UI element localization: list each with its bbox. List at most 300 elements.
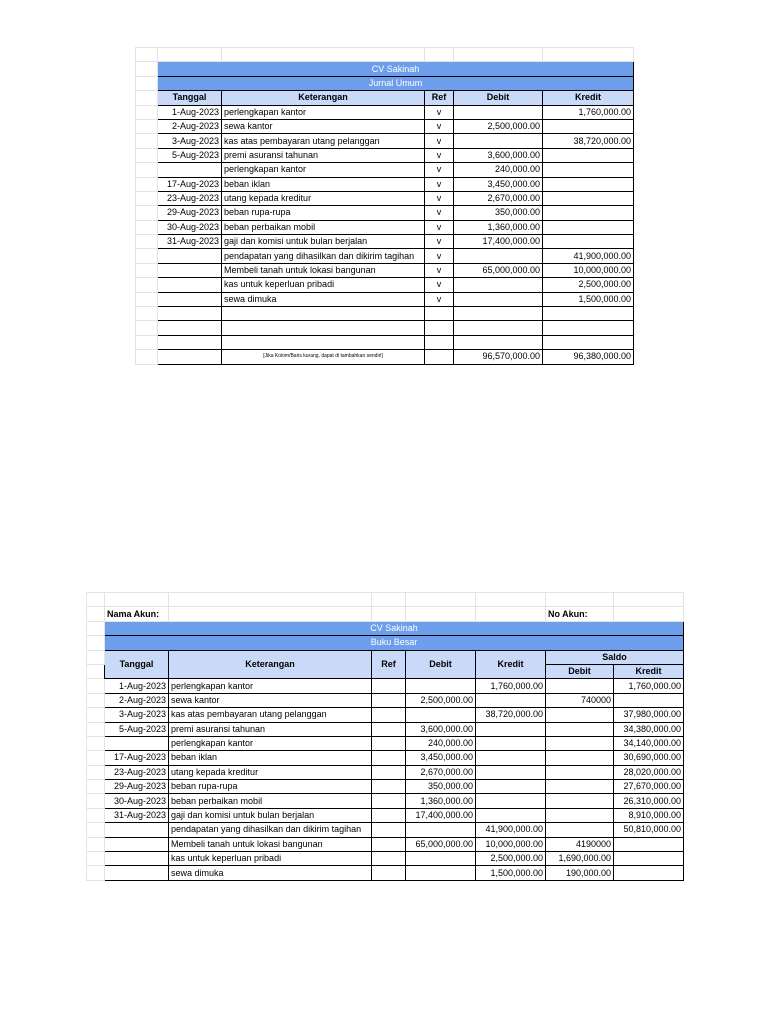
cell-ref[interactable]: v <box>425 148 454 162</box>
nama-akun-label[interactable]: Nama Akun: <box>105 607 169 621</box>
cell-ref[interactable]: v <box>425 163 454 177</box>
cell-ref[interactable]: v <box>425 119 454 133</box>
cell-tanggal[interactable] <box>158 263 222 277</box>
cell-saldo-debit[interactable] <box>546 722 614 736</box>
cell-saldo-debit[interactable]: 1,690,000.00 <box>546 852 614 866</box>
empty-cell[interactable] <box>87 808 105 822</box>
empty-cell[interactable] <box>454 321 543 335</box>
table-row <box>136 335 634 349</box>
empty-cell[interactable] <box>87 794 105 808</box>
cell-kredit[interactable] <box>543 148 634 162</box>
jurnal-umum-table <box>135 47 634 365</box>
cell-keterangan[interactable]: utang kepada kreditur <box>222 191 425 205</box>
cell-saldo-debit[interactable] <box>546 736 614 750</box>
cell-keterangan[interactable]: sewa kantor <box>169 693 372 707</box>
table-row <box>136 134 634 148</box>
cell-ref[interactable]: v <box>425 278 454 292</box>
cell-debit[interactable]: 17,400,000.00 <box>406 808 476 822</box>
cell-saldo-kredit[interactable]: 8,910,000.00 <box>614 808 684 822</box>
cell-saldo-kredit[interactable]: 27,670,000.00 <box>614 780 684 794</box>
header-keterangan[interactable]: Keterangan <box>169 650 372 679</box>
cell-kredit[interactable]: 2,500,000.00 <box>543 278 634 292</box>
no-akun-value[interactable] <box>614 607 684 621</box>
cell-tanggal[interactable]: 3-Aug-2023 <box>105 708 169 722</box>
cell-ref[interactable]: v <box>425 235 454 249</box>
cell-saldo-kredit[interactable] <box>614 852 684 866</box>
empty-cell[interactable] <box>425 335 454 349</box>
empty-cell[interactable] <box>169 593 372 607</box>
table-row <box>136 105 634 119</box>
cell-debit[interactable] <box>454 278 543 292</box>
table-row <box>136 191 634 205</box>
cell-ref[interactable] <box>372 693 406 707</box>
cell-saldo-kredit[interactable]: 34,380,000.00 <box>614 722 684 736</box>
cell-debit[interactable]: 1,360,000.00 <box>454 220 543 234</box>
empty-cell[interactable] <box>158 335 222 349</box>
table-row <box>87 751 684 765</box>
empty-cell[interactable] <box>136 105 158 119</box>
cell-kredit[interactable]: 1,760,000.00 <box>543 105 634 119</box>
cell-tanggal[interactable] <box>158 249 222 263</box>
empty-cell[interactable] <box>136 91 158 105</box>
empty-cell[interactable] <box>546 593 614 607</box>
cell-kredit[interactable] <box>543 177 634 191</box>
cell-keterangan[interactable]: Membeli tanah untuk lokasi bangunan <box>222 263 425 277</box>
cell-debit[interactable]: 350,000.00 <box>406 780 476 794</box>
empty-cell[interactable] <box>87 852 105 866</box>
cell-ref[interactable] <box>372 808 406 822</box>
empty-cell[interactable] <box>158 307 222 321</box>
cell-ref[interactable] <box>372 823 406 837</box>
cell-ref[interactable]: v <box>425 177 454 191</box>
cell-tanggal[interactable]: 2-Aug-2023 <box>105 693 169 707</box>
cell-debit[interactable]: 240,000.00 <box>454 163 543 177</box>
cell-kredit[interactable]: 1,760,000.00 <box>476 679 546 693</box>
table-row <box>87 837 684 851</box>
cell-debit[interactable] <box>406 708 476 722</box>
empty-cell[interactable] <box>222 307 425 321</box>
cell-kredit[interactable] <box>476 765 546 779</box>
empty-cell[interactable] <box>425 350 454 364</box>
table-row <box>136 163 634 177</box>
empty-cell[interactable] <box>136 191 158 205</box>
empty-cell[interactable] <box>136 292 158 306</box>
note-text[interactable]: [Jika Kolom/Baris kurang, dapat di tambahkan sendiri] <box>222 350 425 364</box>
empty-cell[interactable] <box>87 650 105 664</box>
empty-cell[interactable] <box>87 837 105 851</box>
empty-cell[interactable] <box>136 163 158 177</box>
cell-tanggal[interactable] <box>158 278 222 292</box>
empty-cell[interactable] <box>372 593 406 607</box>
cell-tanggal[interactable]: 3-Aug-2023 <box>158 134 222 148</box>
company-title[interactable]: CV Sakinah <box>105 621 684 635</box>
table-row <box>87 780 684 794</box>
cell-kredit[interactable]: 41,900,000.00 <box>476 823 546 837</box>
cell-debit[interactable]: 2,670,000.00 <box>406 765 476 779</box>
cell-debit[interactable]: 240,000.00 <box>406 736 476 750</box>
cell-saldo-debit[interactable] <box>546 708 614 722</box>
ledger-title[interactable]: Buku Besar <box>105 636 684 650</box>
empty-cell[interactable] <box>87 722 105 736</box>
cell-saldo-debit[interactable] <box>546 780 614 794</box>
cell-debit[interactable]: 3,600,000.00 <box>454 148 543 162</box>
cell-tanggal[interactable] <box>158 292 222 306</box>
cell-keterangan[interactable]: beban perbaikan mobil <box>222 220 425 234</box>
table-row <box>87 722 684 736</box>
empty-cell[interactable] <box>136 62 158 76</box>
empty-cell[interactable] <box>222 321 425 335</box>
cell-tanggal[interactable] <box>105 852 169 866</box>
empty-cell[interactable] <box>136 76 158 90</box>
cell-ref[interactable] <box>372 852 406 866</box>
cell-saldo-debit[interactable] <box>546 794 614 808</box>
cell-keterangan[interactable]: kas untuk keperluan pribadi <box>169 852 372 866</box>
cell-keterangan[interactable]: gaji dan komisi untuk bulan berjalan <box>169 808 372 822</box>
empty-cell[interactable] <box>87 679 105 693</box>
cell-saldo-kredit[interactable]: 37,980,000.00 <box>614 708 684 722</box>
empty-cell[interactable] <box>454 48 543 62</box>
header-keterangan[interactable]: Keterangan <box>222 91 425 105</box>
header-kredit[interactable]: Kredit <box>476 650 546 679</box>
table-row <box>136 321 634 335</box>
table-row <box>136 307 634 321</box>
cell-ref[interactable]: v <box>425 134 454 148</box>
cell-keterangan[interactable]: kas atas pembayaran utang pelanggan <box>169 708 372 722</box>
cell-tanggal[interactable]: 17-Aug-2023 <box>105 751 169 765</box>
empty-cell[interactable] <box>136 148 158 162</box>
cell-kredit[interactable] <box>476 780 546 794</box>
empty-cell[interactable] <box>543 307 634 321</box>
empty-cell[interactable] <box>543 321 634 335</box>
cell-kredit[interactable] <box>476 808 546 822</box>
empty-cell[interactable] <box>87 751 105 765</box>
cell-ref[interactable] <box>372 751 406 765</box>
cell-debit[interactable]: 65,000,000.00 <box>406 837 476 851</box>
cell-keterangan[interactable]: beban rupa-rupa <box>222 206 425 220</box>
cell-tanggal[interactable] <box>105 823 169 837</box>
empty-cell[interactable] <box>543 335 634 349</box>
cell-debit[interactable]: 3,450,000.00 <box>454 177 543 191</box>
cell-keterangan[interactable]: perlengkapan kantor <box>222 163 425 177</box>
cell-kredit[interactable] <box>543 235 634 249</box>
cell-ref[interactable]: v <box>425 191 454 205</box>
cell-ref[interactable] <box>372 722 406 736</box>
cell-keterangan[interactable]: beban rupa-rupa <box>169 780 372 794</box>
empty-cell[interactable] <box>543 48 634 62</box>
cell-tanggal[interactable]: 17-Aug-2023 <box>158 177 222 191</box>
cell-tanggal[interactable] <box>105 736 169 750</box>
empty-cell[interactable] <box>87 708 105 722</box>
cell-debit[interactable] <box>454 134 543 148</box>
cell-ref[interactable] <box>372 736 406 750</box>
table-row <box>136 235 634 249</box>
cell-saldo-debit[interactable] <box>546 808 614 822</box>
empty-cell[interactable] <box>136 235 158 249</box>
cell-tanggal[interactable]: 2-Aug-2023 <box>158 119 222 133</box>
cell-saldo-debit[interactable] <box>546 765 614 779</box>
cell-tanggal[interactable]: 29-Aug-2023 <box>105 780 169 794</box>
cell-saldo-kredit[interactable]: 26,310,000.00 <box>614 794 684 808</box>
empty-cell[interactable] <box>136 263 158 277</box>
empty-cell[interactable] <box>158 321 222 335</box>
cell-debit[interactable] <box>406 823 476 837</box>
empty-cell[interactable] <box>136 134 158 148</box>
empty-cell[interactable] <box>136 48 158 62</box>
cell-debit[interactable]: 3,600,000.00 <box>406 722 476 736</box>
cell-debit[interactable]: 350,000.00 <box>454 206 543 220</box>
cell-tanggal[interactable]: 30-Aug-2023 <box>158 220 222 234</box>
cell-tanggal[interactable] <box>105 866 169 880</box>
cell-kredit[interactable] <box>476 722 546 736</box>
table-row <box>136 263 634 277</box>
empty-cell[interactable] <box>87 636 105 650</box>
cell-ref[interactable] <box>372 794 406 808</box>
table-row <box>136 292 634 306</box>
header-saldo-debit[interactable]: Debit <box>546 664 614 678</box>
header-debit[interactable]: Debit <box>454 91 543 105</box>
empty-cell[interactable] <box>476 607 546 621</box>
cell-keterangan[interactable]: perlengkapan kantor <box>222 105 425 119</box>
cell-kredit[interactable]: 10,000,000.00 <box>476 837 546 851</box>
cell-keterangan[interactable]: sewa dimuka <box>169 866 372 880</box>
empty-cell[interactable] <box>87 765 105 779</box>
cell-kredit[interactable] <box>543 191 634 205</box>
empty-cell[interactable] <box>87 866 105 880</box>
empty-cell[interactable] <box>136 307 158 321</box>
header-saldo[interactable]: Saldo <box>546 650 684 664</box>
cell-saldo-debit[interactable]: 4190000 <box>546 837 614 851</box>
cell-ref[interactable]: v <box>425 206 454 220</box>
header-tanggal[interactable]: Tanggal <box>158 91 222 105</box>
empty-cell[interactable] <box>158 350 222 364</box>
empty-cell[interactable] <box>222 48 425 62</box>
cell-kredit[interactable]: 10,000,000.00 <box>543 263 634 277</box>
header-debit[interactable]: Debit <box>406 650 476 679</box>
cell-keterangan[interactable]: utang kepada kreditur <box>169 765 372 779</box>
cell-saldo-kredit[interactable] <box>614 866 684 880</box>
empty-cell[interactable] <box>87 693 105 707</box>
cell-debit[interactable] <box>406 866 476 880</box>
cell-tanggal[interactable]: 5-Aug-2023 <box>105 722 169 736</box>
cell-kredit[interactable]: 41,900,000.00 <box>543 249 634 263</box>
cell-keterangan[interactable]: kas untuk keperluan pribadi <box>222 278 425 292</box>
table-row <box>136 148 634 162</box>
empty-cell[interactable] <box>136 119 158 133</box>
empty-cell[interactable] <box>87 621 105 635</box>
cell-kredit[interactable] <box>476 693 546 707</box>
cell-saldo-kredit[interactable]: 30,690,000.00 <box>614 751 684 765</box>
cell-debit[interactable] <box>454 292 543 306</box>
empty-cell[interactable] <box>476 593 546 607</box>
cell-tanggal[interactable]: 23-Aug-2023 <box>105 765 169 779</box>
cell-saldo-kredit[interactable]: 50,810,000.00 <box>614 823 684 837</box>
empty-cell[interactable] <box>425 307 454 321</box>
cell-saldo-debit[interactable] <box>546 751 614 765</box>
cell-keterangan[interactable]: pendapatan yang dihasilkan dan dikirim tagihan <box>222 249 425 263</box>
cell-saldo-kredit[interactable] <box>614 837 684 851</box>
cell-kredit[interactable] <box>543 206 634 220</box>
cell-keterangan[interactable]: Membeli tanah untuk lokasi bangunan <box>169 837 372 851</box>
empty-cell[interactable] <box>425 48 454 62</box>
cell-kredit[interactable] <box>543 220 634 234</box>
cell-keterangan[interactable]: kas atas pembayaran utang pelanggan <box>222 134 425 148</box>
header-saldo-kredit[interactable]: Kredit <box>614 664 684 678</box>
cell-debit[interactable]: 2,500,000.00 <box>454 119 543 133</box>
cell-ref[interactable] <box>372 765 406 779</box>
cell-saldo-kredit[interactable] <box>614 693 684 707</box>
table-row <box>87 808 684 822</box>
cell-debit[interactable] <box>454 105 543 119</box>
cell-ref[interactable] <box>372 837 406 851</box>
cell-keterangan[interactable]: gaji dan komisi untuk bulan berjalan <box>222 235 425 249</box>
table-row <box>136 177 634 191</box>
company-title[interactable]: CV Sakinah <box>158 62 634 76</box>
header-tanggal[interactable]: Tanggal <box>105 650 169 679</box>
cell-ref[interactable] <box>372 679 406 693</box>
cell-saldo-debit[interactable] <box>546 823 614 837</box>
empty-cell[interactable] <box>222 335 425 349</box>
cell-keterangan[interactable]: beban perbaikan mobil <box>169 794 372 808</box>
nama-akun-value[interactable] <box>169 607 372 621</box>
cell-kredit[interactable]: 2,500,000.00 <box>476 852 546 866</box>
empty-cell[interactable] <box>136 350 158 364</box>
table-row <box>136 220 634 234</box>
buku-besar-table <box>86 592 684 881</box>
header-ref[interactable]: Ref <box>372 650 406 679</box>
cell-saldo-debit[interactable]: 740000 <box>546 693 614 707</box>
cell-debit[interactable]: 2,500,000.00 <box>406 693 476 707</box>
table-row <box>87 823 684 837</box>
cell-debit[interactable] <box>454 249 543 263</box>
empty-cell[interactable] <box>136 321 158 335</box>
table-row <box>87 708 684 722</box>
cell-ref[interactable] <box>372 780 406 794</box>
cell-kredit[interactable]: 38,720,000.00 <box>543 134 634 148</box>
cell-ref[interactable]: v <box>425 292 454 306</box>
cell-tanggal[interactable]: 31-Aug-2023 <box>105 808 169 822</box>
empty-cell[interactable] <box>136 206 158 220</box>
cell-ref[interactable]: v <box>425 249 454 263</box>
table-row <box>136 206 634 220</box>
empty-cell[interactable] <box>87 736 105 750</box>
cell-tanggal[interactable]: 1-Aug-2023 <box>158 105 222 119</box>
cell-saldo-kredit[interactable]: 34,140,000.00 <box>614 736 684 750</box>
table-row <box>136 249 634 263</box>
table-row <box>136 119 634 133</box>
cell-tanggal[interactable]: 29-Aug-2023 <box>158 206 222 220</box>
cell-keterangan[interactable]: sewa dimuka <box>222 292 425 306</box>
cell-kredit[interactable] <box>476 751 546 765</box>
cell-debit[interactable]: 2,670,000.00 <box>454 191 543 205</box>
cell-keterangan[interactable]: premi asuransi tahunan <box>222 148 425 162</box>
empty-cell[interactable] <box>454 335 543 349</box>
cell-debit[interactable]: 17,400,000.00 <box>454 235 543 249</box>
cell-kredit[interactable] <box>476 736 546 750</box>
empty-cell[interactable] <box>87 780 105 794</box>
empty-cell[interactable] <box>136 335 158 349</box>
table-row <box>87 794 684 808</box>
empty-cell[interactable] <box>425 321 454 335</box>
table-row <box>87 866 684 880</box>
cell-keterangan[interactable]: perlengkapan kantor <box>169 679 372 693</box>
cell-keterangan[interactable]: perlengkapan kantor <box>169 736 372 750</box>
empty-cell[interactable] <box>136 278 158 292</box>
cell-kredit[interactable]: 1,500,000.00 <box>543 292 634 306</box>
cell-keterangan[interactable]: sewa kantor <box>222 119 425 133</box>
empty-cell[interactable] <box>158 48 222 62</box>
total-kredit[interactable]: 96,380,000.00 <box>543 350 634 364</box>
cell-kredit[interactable]: 38,720,000.00 <box>476 708 546 722</box>
cell-tanggal[interactable]: 23-Aug-2023 <box>158 191 222 205</box>
cell-kredit[interactable] <box>543 119 634 133</box>
table-row <box>87 765 684 779</box>
table-row <box>136 278 634 292</box>
total-debit[interactable]: 96,570,000.00 <box>454 350 543 364</box>
cell-saldo-debit[interactable] <box>546 679 614 693</box>
cell-ref[interactable] <box>372 866 406 880</box>
cell-kredit[interactable] <box>476 794 546 808</box>
empty-cell[interactable] <box>454 307 543 321</box>
cell-saldo-debit[interactable]: 190,000.00 <box>546 866 614 880</box>
cell-debit[interactable] <box>406 852 476 866</box>
cell-keterangan[interactable]: beban iklan <box>222 177 425 191</box>
cell-tanggal[interactable]: 1-Aug-2023 <box>105 679 169 693</box>
cell-keterangan[interactable]: pendapatan yang dihasilkan dan dikirim tagihan <box>169 823 372 837</box>
cell-ref[interactable]: v <box>425 220 454 234</box>
cell-saldo-kredit[interactable]: 1,760,000.00 <box>614 679 684 693</box>
empty-cell[interactable] <box>372 607 406 621</box>
table-row <box>87 679 684 693</box>
cell-tanggal[interactable] <box>158 163 222 177</box>
empty-cell[interactable] <box>406 593 476 607</box>
header-ref[interactable]: Ref <box>425 91 454 105</box>
header-kredit[interactable]: Kredit <box>543 91 634 105</box>
cell-debit[interactable]: 1,360,000.00 <box>406 794 476 808</box>
cell-ref[interactable] <box>372 708 406 722</box>
cell-tanggal[interactable]: 31-Aug-2023 <box>158 235 222 249</box>
cell-debit[interactable] <box>406 679 476 693</box>
cell-tanggal[interactable]: 30-Aug-2023 <box>105 794 169 808</box>
cell-debit[interactable]: 65,000,000.00 <box>454 263 543 277</box>
empty-cell[interactable] <box>87 823 105 837</box>
cell-keterangan[interactable]: premi asuransi tahunan <box>169 722 372 736</box>
empty-cell[interactable] <box>87 607 105 621</box>
empty-cell[interactable] <box>136 249 158 263</box>
cell-ref[interactable]: v <box>425 263 454 277</box>
cell-tanggal[interactable]: 5-Aug-2023 <box>158 148 222 162</box>
empty-cell[interactable] <box>136 177 158 191</box>
cell-kredit[interactable] <box>543 163 634 177</box>
cell-saldo-kredit[interactable]: 28,020,000.00 <box>614 765 684 779</box>
table-row <box>87 852 684 866</box>
cell-kredit[interactable]: 1,500,000.00 <box>476 866 546 880</box>
empty-cell[interactable] <box>614 593 684 607</box>
journal-title[interactable]: Jurnal Umum <box>158 76 634 90</box>
empty-cell[interactable] <box>105 593 169 607</box>
cell-keterangan[interactable]: beban iklan <box>169 751 372 765</box>
no-akun-label[interactable]: No Akun: <box>546 607 614 621</box>
empty-cell[interactable] <box>406 607 476 621</box>
table-row <box>87 693 684 707</box>
empty-cell[interactable] <box>136 220 158 234</box>
cell-ref[interactable]: v <box>425 105 454 119</box>
empty-cell[interactable] <box>87 593 105 607</box>
cell-tanggal[interactable] <box>105 837 169 851</box>
totals-row <box>136 350 634 364</box>
table-row <box>87 736 684 750</box>
empty-cell[interactable] <box>87 664 105 678</box>
cell-debit[interactable]: 3,450,000.00 <box>406 751 476 765</box>
